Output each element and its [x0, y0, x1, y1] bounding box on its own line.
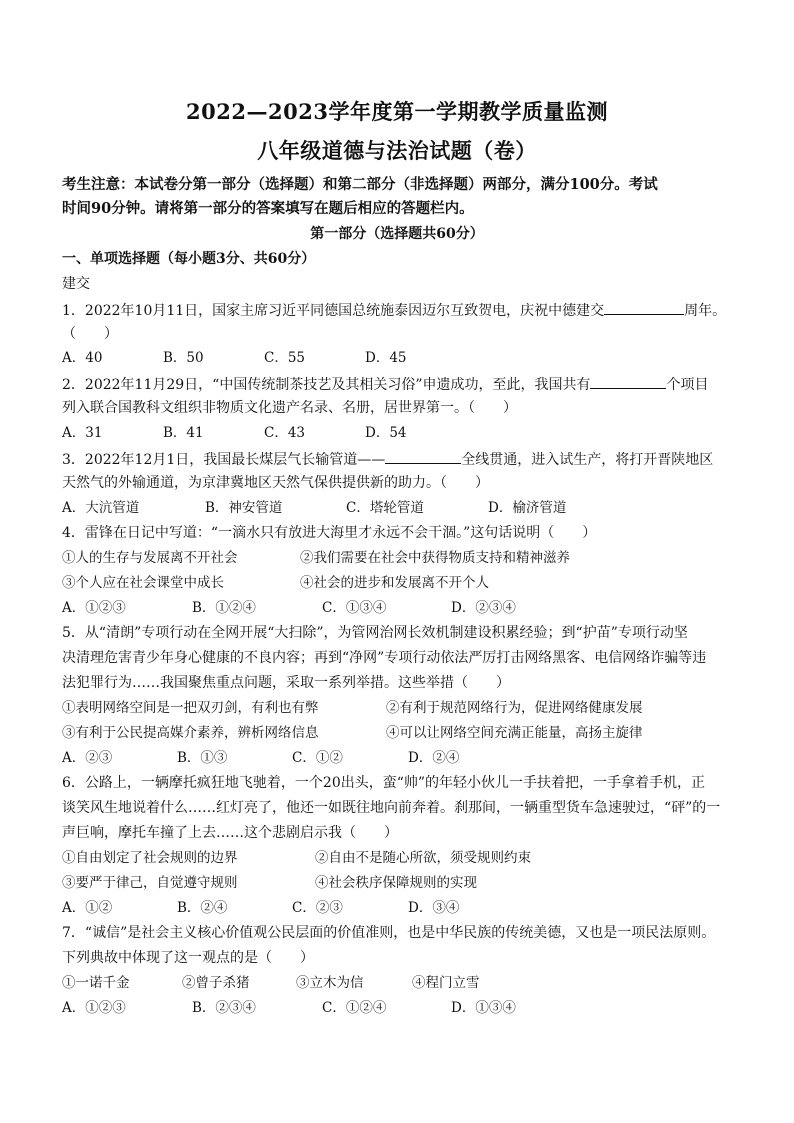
- q1-option-d: D．45: [365, 350, 407, 366]
- q5-option-b: B．①③: [177, 750, 228, 766]
- q2-option-b: B．41: [163, 425, 204, 441]
- question-2-stem: [62, 374, 708, 394]
- q7-option-a: A．①②③: [62, 1000, 126, 1016]
- q7-item-4: ④程门立雪: [412, 975, 480, 991]
- q7-item-1: ①一诺千金: [62, 975, 130, 991]
- question-6-line-3: 声巨响，摩托车撞了上去……这个悲剧启示我（ ）: [62, 825, 398, 841]
- q1-option-a: A．40: [62, 350, 103, 366]
- q7-option-c: C．①②④: [322, 1000, 387, 1016]
- q6-option-b: B．②④: [177, 900, 228, 916]
- q4-option-d: D．②③④: [451, 600, 516, 616]
- question-3-line-2: 天然气的外输通道，为京津冀地区天然气保供提供新的助力。（ ）: [62, 475, 489, 491]
- q4-option-c: C．①③④: [322, 600, 387, 616]
- q6-item-2: ②自由不是随心所欲，须受规则约束: [315, 850, 531, 866]
- question-2-line-2: 列入联合国教科文组织非物质文化遗产名录、名册，居世界第一。（ ）: [62, 400, 517, 416]
- q3-option-c: C．塔轮管道: [346, 500, 424, 516]
- question-2-suffix: 个项目: [666, 377, 709, 393]
- answer-blank: [590, 374, 666, 389]
- question-7-line-1: 7．“诚信”是社会主义核心价值观公民层面的价值准则，也是中华民族的传统美德，又也是一项民法原则。: [62, 925, 716, 941]
- q7-item-3: ③立木为信: [296, 975, 364, 991]
- exam-title: 2022—2023学年度第一学期教学质量监测: [186, 99, 608, 124]
- q6-option-c: C．②③: [292, 900, 343, 916]
- q5-item-2: ②有利于规范网络行为，促进网络健康发展: [386, 700, 643, 716]
- exam-subtitle: 八年级道德与法治试题（卷）: [257, 138, 537, 163]
- question-3-text: 3．2022年12月1日，我国最长煤层气长输管道——: [62, 452, 386, 468]
- question-7-line-2: 下列典故中体现了这一观点的是（ ）: [62, 950, 314, 966]
- q3-option-b: B．神安管道: [205, 500, 283, 516]
- question-1-paren: （ ）: [62, 326, 118, 342]
- notice-line-2: 时间90分钟。请将第一部分的答案填写在题后相应的答题栏内。: [62, 200, 474, 217]
- q4-option-a: A．①②③: [62, 600, 126, 616]
- answer-blank: [385, 449, 461, 464]
- q5-option-d: D．②④: [408, 750, 460, 766]
- q3-option-a: A．大沆管道: [62, 500, 140, 516]
- q5-item-3: ③有利于公民提高媒介素养，辨析网络信息: [62, 725, 319, 741]
- q5-option-a: A．②③: [62, 750, 113, 766]
- q2-option-a: A．31: [62, 425, 103, 441]
- q5-option-c: C．①②: [292, 750, 343, 766]
- q7-option-d: D．①③④: [451, 1000, 516, 1016]
- q6-item-1: ①自由划定了社会规则的边界: [62, 850, 238, 866]
- question-6-line-2: 谈笑风生地说着什么……红灯亮了，他还一如既往地向前奔着。刹那间，一辆重型货车急速驶过，“砰”的一: [62, 800, 721, 816]
- question-2-text: 2．2022年11月29日，“中国传统制茶技艺及其相关习俗”申遗成功，至此，我国共有: [62, 377, 591, 393]
- q7-option-b: B．②③④: [192, 1000, 256, 1016]
- question-3-stem: [62, 449, 713, 469]
- notice-line-1: 考生注意：本试卷分第一部分（选择题）和第二部分（非选择题）两部分，满分100分。考试: [62, 176, 658, 193]
- q5-item-1: ①表明网络空间是一把双刃剑，有利也有弊: [62, 700, 319, 716]
- q2-option-d: D．54: [365, 425, 407, 441]
- question-1-stem: [62, 300, 726, 320]
- q3-option-d: D．榆济管道: [488, 500, 567, 516]
- question-1-suffix: 周年。: [684, 303, 727, 319]
- q5-item-4: ④可以让网络空间充满正能量，高扬主旋律: [386, 725, 643, 741]
- question-5-line-1: 5．从“清朗”专项行动在全网开展“大扫除”，为管网治网长效机制建设积累经验；到“护苗”专项行动坚: [62, 625, 688, 641]
- q6-item-3: ③要严于律己，自觉遵守规则: [62, 875, 238, 891]
- stray-text: 建交: [62, 276, 90, 292]
- question-1-text: 1．2022年10月11日，国家主席习近平同德国总统施泰因迈尔互致贺电，庆祝中德建交: [62, 303, 605, 319]
- q4-item-3: ③个人应在社会课堂中成长: [62, 575, 224, 591]
- question-4-stem: 4．雷锋在日记中写道：“一滴水只有放进大海里才永远不会干涸。”这句话说明（ ）: [62, 525, 597, 541]
- part1-title: 第一部分（选择题共60分）: [310, 226, 484, 242]
- q4-item-2: ②我们需要在社会中获得物质支持和精神滋养: [300, 550, 570, 566]
- q4-item-1: ①人的生存与发展离不开社会: [62, 550, 238, 566]
- q6-option-d: D．③④: [408, 900, 460, 916]
- q4-option-b: B．①②④: [192, 600, 256, 616]
- q2-option-c: C．43: [264, 425, 306, 441]
- question-5-line-2: 决清理危害青少年身心健康的不良内容；再到“净网”专项行动依法严厉打击网络黑客、电信网络诈骗等违: [62, 650, 707, 666]
- q1-option-b: B．50: [163, 350, 204, 366]
- q7-item-2: ②曾子杀猪: [182, 975, 250, 991]
- q6-option-a: A．①②: [62, 900, 113, 916]
- q6-item-4: ④社会秩序保障规则的实现: [315, 875, 477, 891]
- q1-option-c: C．55: [264, 350, 306, 366]
- answer-blank: [604, 300, 684, 315]
- question-3-suffix: 全线贯通，进入试生产，将打开晋陕地区: [461, 452, 714, 468]
- question-5-line-3: 法犯罪行为……我国聚焦重点问题，采取一系列举措。这些举措（ ）: [62, 675, 510, 691]
- section1-title: 一、单项选择题（每小题3分、共60分）: [62, 251, 316, 267]
- question-6-line-1: 6．公路上，一辆摩托疯狂地飞驰着，一个20出头，蛮“帅”的年轻小伙儿一手扶着把，一手拿着手机，正: [62, 775, 706, 791]
- q4-item-4: ④社会的进步和发展离不开个人: [300, 575, 489, 591]
